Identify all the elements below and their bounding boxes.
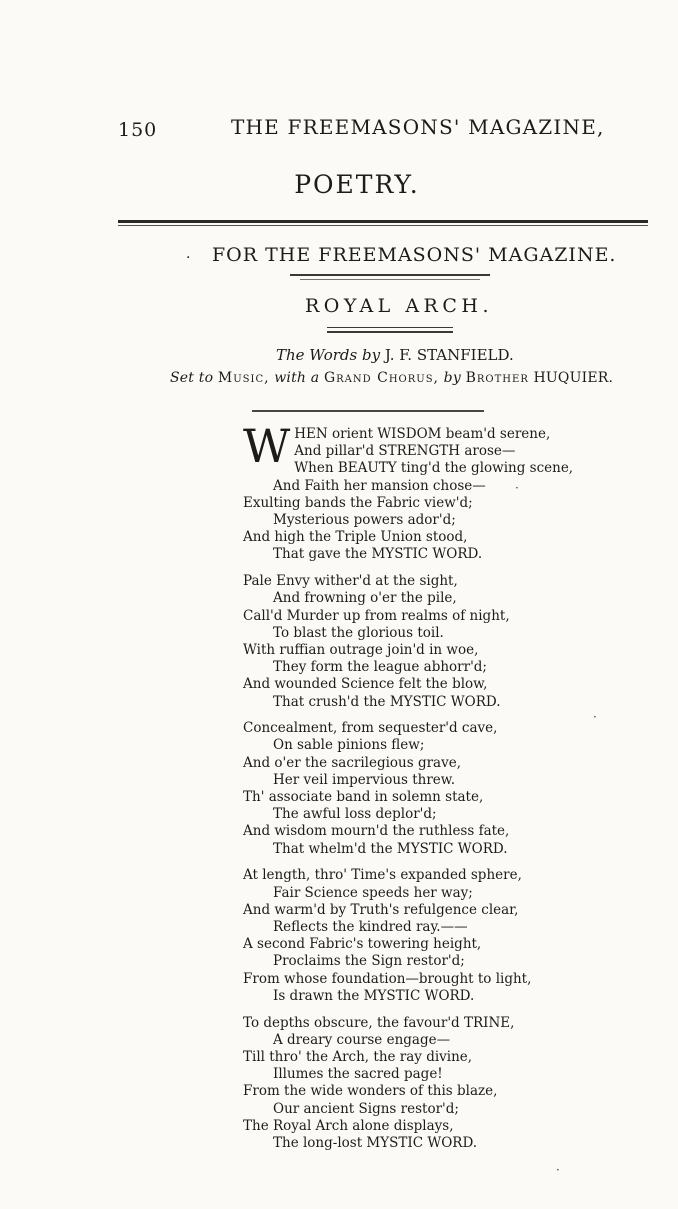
page-number: 150 (118, 119, 158, 141)
ornament-rule-thick (327, 331, 453, 333)
poem-line: And high the Triple Union stood, (243, 529, 468, 546)
poem-line: To blast the glorious toil. (273, 624, 444, 641)
composer-name: HUQUIER. (533, 370, 614, 386)
poem-line: On sable pinions flew; (273, 737, 425, 754)
words-author: J. F. STANFIELD. (384, 346, 514, 364)
poem-line: Th' associate band in solemn state, (243, 789, 484, 806)
grand-chorus: Grand Chorus, (323, 370, 440, 386)
poem-line: And o'er the sacrilegious grave, (243, 754, 462, 771)
brother-label: Brother (465, 370, 529, 386)
stray-mark: . (186, 246, 191, 262)
poem-line: Our ancient Signs restor'd; (273, 1100, 459, 1117)
music-credit (170, 370, 613, 386)
words-label: The Words by (276, 346, 381, 364)
poem-line: And pillar'd STRENGTH arose— (294, 443, 516, 460)
poem-line: That gave the MYSTIC WORD. (273, 546, 483, 563)
poem-line: And wisdom mourn'd the ruthless fate, (243, 823, 510, 840)
music-word: Music, (217, 370, 270, 386)
poem-line: And warm'd by Truth's refulgence clear, (243, 901, 519, 918)
with-a: with a (274, 370, 320, 386)
poem-line: Exulting bands the Fabric view'd; (243, 494, 473, 511)
poem-line: Reflects the kindred ray.—— (273, 918, 468, 935)
poem-line: Till thro' the Arch, the ray divine, (243, 1048, 473, 1065)
stanza (243, 720, 543, 858)
poem-line: The long-lost MYSTIC WORD. (273, 1134, 478, 1151)
poem-line: Illumes the sacred page! (273, 1066, 443, 1083)
stanza (243, 1015, 543, 1153)
words-credit (276, 346, 514, 364)
poem-line: The awful loss deplor'd; (273, 806, 437, 823)
poem-line: From the wide wonders of this blaze, (243, 1083, 498, 1100)
poem-line: That whelm'd the MYSTIC WORD. (273, 840, 508, 857)
poem-line: Is drawn the MYSTIC WORD. (273, 987, 475, 1004)
stanza (243, 867, 543, 1005)
poem-line: And wounded Science felt the blow, (243, 676, 488, 693)
ornament-rule-thin (300, 279, 480, 280)
poem-line: When BEAUTY ting'd the glowing scene, (294, 460, 574, 477)
poem-line: They form the league abhorr'd; (273, 659, 487, 676)
poem-line: A dreary course engage— (273, 1031, 451, 1048)
poem-line: From whose foundation—brought to light, (243, 970, 532, 987)
stanza (243, 419, 574, 564)
stray-mark: · (556, 1163, 560, 1177)
subtitle: FOR THE FREEMASONS' MAGAZINE. (212, 244, 617, 266)
poem-line: A second Fabric's towering height, (243, 936, 482, 953)
poem-line: Call'd Murder up from realms of night, (243, 607, 510, 624)
divider-rule-thin (118, 225, 648, 226)
poem-line: With ruffian outrage join'd in woe, (243, 641, 479, 658)
ornament-rule (290, 274, 490, 276)
poem-line: The Royal Arch alone displays, (243, 1117, 454, 1134)
poem-line: At length, thro' Time's expanded sphere, (243, 867, 522, 884)
section-title: POETRY. (294, 170, 420, 199)
poem-title: ROYAL ARCH. (305, 295, 494, 317)
stanza (243, 573, 543, 711)
ornament-rule (252, 410, 484, 412)
poem-line: Her veil impervious threw. (273, 771, 456, 788)
poem-line: Concealment, from sequester'd cave, (243, 720, 498, 737)
poem-line: To depths obscure, the favour'd TRINE, (243, 1014, 515, 1031)
divider-rule (118, 220, 648, 223)
poem-line: That crush'd the MYSTIC WORD. (273, 693, 501, 710)
first-line-text: HEN orient WISDOM beam'd serene, (294, 426, 551, 442)
poem-body (243, 419, 574, 1162)
poem-line: Pale Envy wither'd at the sight, (243, 573, 458, 590)
poem-line: Fair Science speeds her way; (273, 884, 473, 901)
ornament-rule (327, 327, 453, 328)
stray-mark: · (515, 481, 519, 495)
running-title: THE FREEMASONS' MAGAZINE, (231, 115, 605, 139)
poem-line: Proclaims the Sign restor'd; (273, 953, 465, 970)
stray-mark: · (593, 710, 597, 724)
set-label: Set to (170, 370, 214, 386)
by-label: by (443, 370, 461, 386)
poem-line: And Faith her mansion chose— (273, 477, 486, 494)
poem-line: Mysterious powers ador'd; (273, 512, 456, 529)
poem-line: And frowning o'er the pile, (273, 590, 457, 607)
drop-cap: W (243, 419, 291, 473)
